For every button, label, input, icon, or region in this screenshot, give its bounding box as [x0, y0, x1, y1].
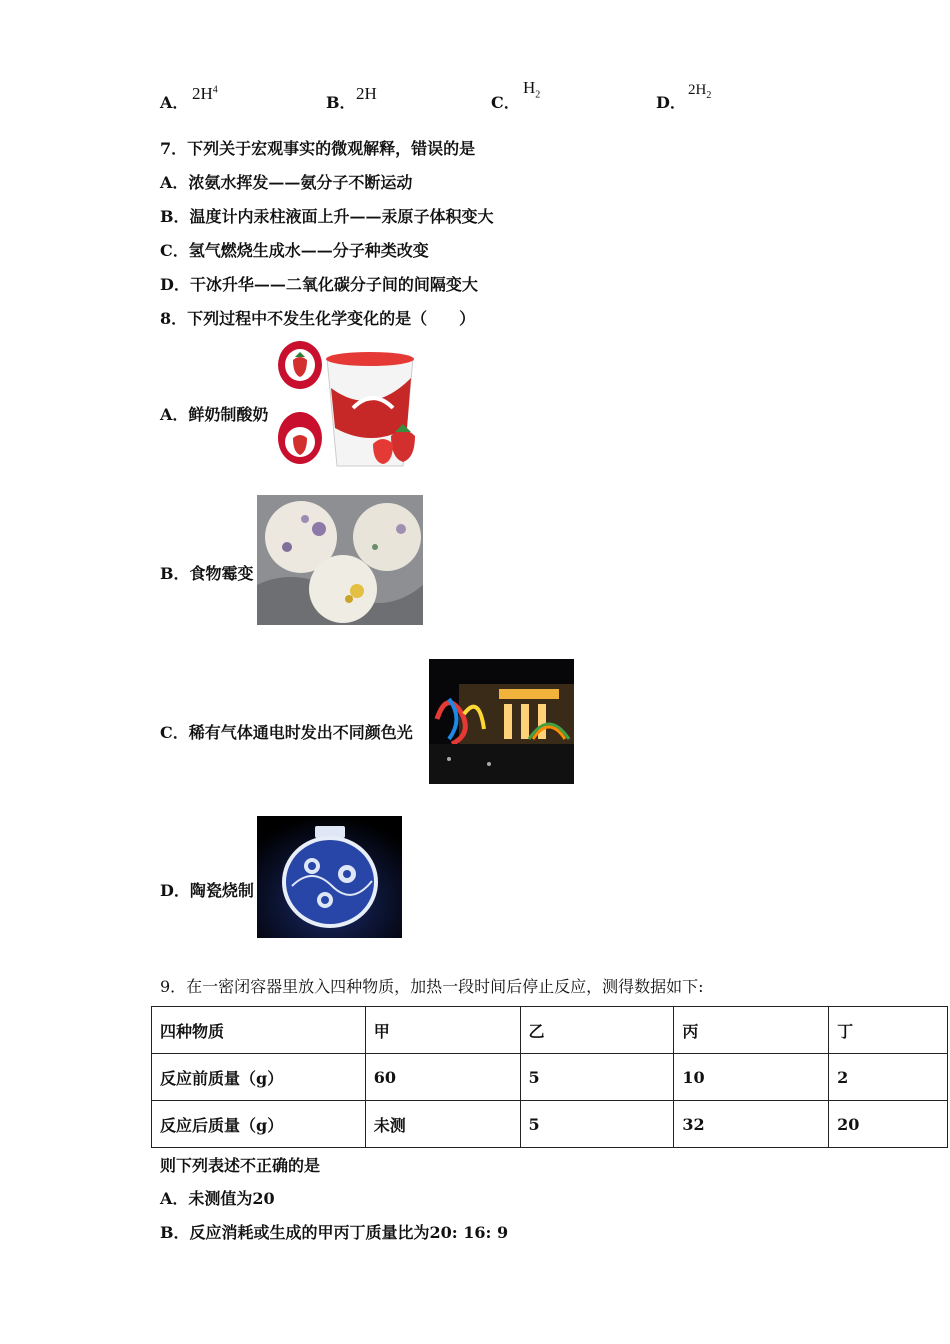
q9-stem: 9．在一密闭容器里放入四种物质，加热一段时间后停止反应，测得数据如下:	[160, 977, 704, 996]
q8-option-c[interactable]: C．稀有气体通电时发出不同颜色光	[160, 723, 413, 742]
table-cell: 反应前质量（g）	[152, 1054, 366, 1101]
q7-option-a[interactable]: A．浓氨水挥发——氨分子不断运动	[160, 173, 413, 192]
data-table	[151, 1006, 948, 1148]
table-cell: 32	[674, 1101, 829, 1148]
q7-stem: 7．下列关于宏观事实的微观解释，错误的是	[160, 139, 476, 158]
table-cell: 反应后质量（g）	[152, 1101, 366, 1148]
q6-option-c[interactable]	[491, 78, 541, 112]
table-cell: 20	[829, 1101, 948, 1148]
table-cell: 四种物质	[152, 1007, 366, 1054]
formula: 2H	[356, 84, 377, 103]
porcelain-jar-image	[257, 816, 402, 938]
table-cell: 乙	[520, 1007, 674, 1054]
q8-option-b[interactable]: B．食物霉变	[160, 564, 254, 583]
q7-option-d[interactable]: D．干冰升华——二氧化碳分子间的间隔变大	[160, 275, 478, 294]
moldy-buns-image	[257, 495, 423, 625]
formula: $H_2$	[523, 78, 541, 101]
formula: $2H^4$	[192, 84, 218, 103]
table-row	[152, 1054, 948, 1101]
table-cell: 10	[674, 1054, 829, 1101]
q9-follow: 则下列表述不正确的是	[160, 1156, 321, 1175]
q8-option-a[interactable]: A．鲜奶制酸奶	[160, 405, 269, 424]
q6-option-b[interactable]	[326, 84, 377, 112]
table-cell: 未测	[365, 1101, 520, 1148]
q6-option-d[interactable]	[656, 82, 712, 112]
option-label: D．	[656, 93, 686, 112]
q7-option-c[interactable]: C．氢气燃烧生成水——分子种类改变	[160, 241, 429, 260]
q9-option-a[interactable]: A．未测值为20	[160, 1189, 275, 1208]
table-cell: 丙	[674, 1007, 829, 1054]
q7-option-b[interactable]: B．温度计内汞柱液面上升——汞原子体积变大	[160, 207, 494, 226]
q6-option-a[interactable]	[160, 84, 218, 112]
q8-stem: 8．下列过程中不发生化学变化的是（ ）	[160, 309, 476, 328]
table-cell: 甲	[365, 1007, 520, 1054]
option-label: A．	[160, 93, 189, 112]
table-row	[152, 1007, 948, 1054]
yogurt-strawberry-image	[275, 338, 433, 476]
option-label: C．	[491, 93, 520, 112]
q8-option-d[interactable]: D．陶瓷烧制	[160, 881, 254, 900]
neon-lights-image	[429, 659, 574, 784]
table-cell: 5	[520, 1054, 674, 1101]
table-cell: 5	[520, 1101, 674, 1148]
table-cell: 2	[829, 1054, 948, 1101]
table-cell: 60	[365, 1054, 520, 1101]
option-label: B．	[326, 93, 356, 112]
formula: $2H_2$	[688, 82, 712, 101]
table-cell: 丁	[829, 1007, 948, 1054]
table-row	[152, 1101, 948, 1148]
q9-option-b[interactable]: B．反应消耗或生成的甲丙丁质量比为20: 16: 9	[160, 1223, 509, 1242]
